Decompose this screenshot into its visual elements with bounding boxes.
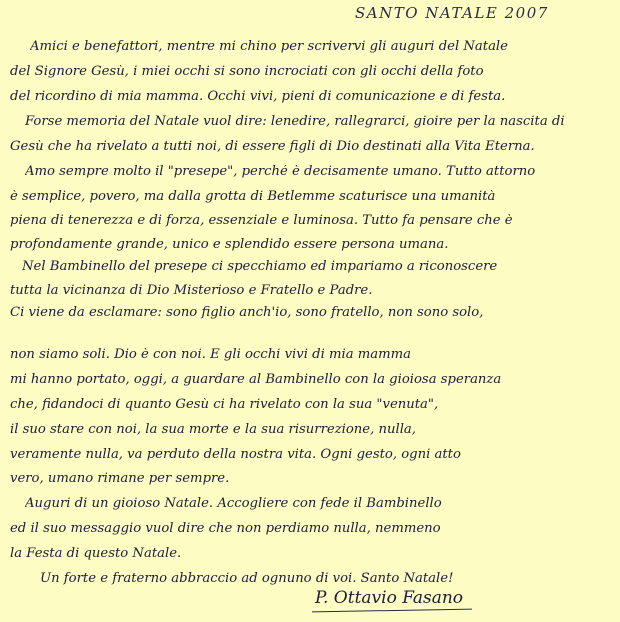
letter-line-16: il suo stare con noi, la sua morte e la sua risurrezione, nulla, bbox=[10, 423, 416, 437]
letter-line-10: Nel Bambinello del presepe ci specchiamo ed impariamo a riconoscere bbox=[22, 260, 498, 274]
handwritten-signature: P. Ottavio Fasano bbox=[315, 588, 464, 608]
letter-line-21: la Festa di questo Natale. bbox=[10, 547, 182, 561]
signature-underline bbox=[312, 609, 472, 613]
letter-line-1: Amici e benefattori, mentre mi chino per scrivervi gli auguri del Natale bbox=[30, 40, 508, 54]
letter-heading: SANTO NATALE 2007 bbox=[355, 4, 549, 22]
letter-line-3: del ricordino di mia mamma. Occhi vivi, pieni di comunicazione e di festa. bbox=[10, 90, 506, 104]
letter-line-4: Forse memoria del Natale vuol dire: lenedire, rallegrarci, gioire per la nascita di bbox=[25, 115, 565, 129]
letter-line-2: del Signore Gesù, i miei occhi si sono incrociati con gli occhi della foto bbox=[10, 65, 484, 79]
letter-line-14: mi hanno portato, oggi, a guardare al Bambinello con la gioiosa speranza bbox=[10, 373, 502, 387]
letter-line-7: è semplice, povero, ma dalla grotta di Betlemme scaturisce una umanità bbox=[10, 190, 496, 204]
letter-line-19: Auguri di un gioioso Natale. Accogliere con fede il Bambinello bbox=[25, 497, 442, 511]
letter-line-20: ed il suo messaggio vuol dire che non perdiamo nulla, nemmeno bbox=[10, 522, 441, 536]
letter-line-6: Amo sempre molto il "presepe", perché è decisamente umano. Tutto attorno bbox=[25, 165, 536, 179]
letter-line-17: veramente nulla, va perduto della nostra vita. Ogni gesto, ogni atto bbox=[10, 448, 461, 462]
letter-line-9: profondamente grande, unico e splendido essere persona umana. bbox=[10, 238, 449, 252]
letter-line-13: non siamo soli. Dio è con noi. E gli occhi vivi di mia mamma bbox=[10, 348, 411, 362]
letter-line-12: Ci viene da esclamare: sono figlio anch'io, sono fratello, non sono solo, bbox=[10, 306, 484, 320]
letter-line-18: vero, umano rimane per sempre. bbox=[10, 472, 230, 486]
letter-line-5: Gesù che ha rivelato a tutti noi, di essere figli di Dio destinati alla Vita Eterna. bbox=[10, 140, 535, 154]
letter-line-22: Un forte e fraterno abbraccio ad ognuno di voi. Santo Natale! bbox=[40, 572, 454, 586]
letter-line-8: piena di tenerezza e di forza, essenziale e luminosa. Tutto fa pensare che è bbox=[10, 214, 513, 228]
letter-line-15: che, fidandoci di quanto Gesù ci ha rivelato con la sua "venuta", bbox=[10, 398, 439, 412]
letter-line-11: tutta la vicinanza di Dio Misterioso e Fratello e Padre. bbox=[10, 284, 373, 298]
